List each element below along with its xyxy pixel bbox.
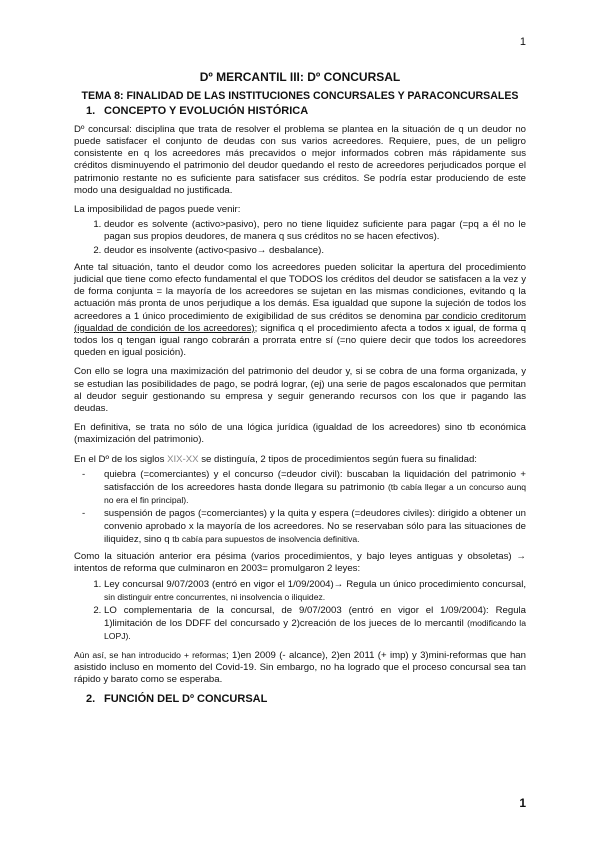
paragraph-reforma: Como la situación anterior era pésima (varios procedimientos, y bajo leyes antiguas y obsoletas) → intentos de reforma que culminaron en 2003= promulgaron 2 leyes: [74, 551, 526, 575]
underlined-term: par condicio creditorum (igualdad de condición de los acreedores) [74, 310, 527, 334]
text-run-small: Aún así, se han introducido + reformas [74, 649, 226, 660]
document-title: Dº MERCANTIL III: Dº CONCURSAL [199, 70, 401, 84]
document-body [74, 70, 526, 712]
list-item [104, 605, 526, 644]
centuries-highlight: XIX-XX [167, 453, 199, 465]
text-run-small: (modificando la LOPJ). [104, 618, 526, 642]
section-title: CONCEPTO Y EVOLUCIÓN HISTÓRICA [104, 104, 309, 117]
list-item [104, 469, 526, 508]
text-run: En el Dº de los siglos [74, 453, 168, 465]
text-run: ; significa q el procedimiento afecta a todos x igual, de forma q todos los q tengan igual rango cobrarán a prorrata entre sí (=no quiere decir que todos los acreedores queden en igual posición). [74, 322, 526, 359]
paragraph-ante [74, 262, 526, 360]
list-item [104, 579, 526, 604]
paragraph-maximizacion: Con ello se logra una maximización del patrimonio del deudor y, si se cobra de una forma organizada, y se estudian las posibilidades de pago, se podrá lograr, (ej) una serie de pagos escalonados que permitan al deudor seguir gestionando su empresa y seguir generando recursos con los que ir pagando las deudas. [74, 366, 526, 415]
section-number: 2. [86, 693, 96, 706]
paragraph-historia [74, 454, 526, 466]
text-run: quiebra (=comerciantes) y el concurso (=deudor civil): buscaban la liquidación del patrimonio + satisfacción de los acreedores hasta donde llegara su patrimonio [104, 468, 526, 494]
section-heading-2 [86, 693, 526, 705]
text-run: ; 1)en 2009 (- alcance), 2)en 2011 (+ imp) y 3)mini-reformas que han asistido incluso en momento del Covid-19. Sin embargo, no ha logrado que el proceso concursal sea tan rápido y barato como se esperaba. [74, 649, 526, 685]
section-title: FUNCIÓN DEL Dº CONCURSAL [104, 693, 268, 706]
paragraph-aun-asi [74, 649, 526, 687]
text-run: LO complementaria de la concursal, de 9/07/2003 (entró en vigor el 1/09/2004): Regula 1)limitación de los DDFF del concursado y 2)creación de los jueces de lo mercantil [104, 604, 526, 630]
text-run: suspensión de pagos (=comerciantes) y la quita y espera (=deudores civiles): dirigido a obtener un convenio aprobado x la mayoría de los acreedores. No se reservaban sólo para las situaciones de iliquidez, sino q [104, 508, 526, 545]
text-run: Ante tal situación, tanto el deudor como los acreedores pueden solicitar la apertura del procedimiento judicial que tiene como efecto fundamental el que TODOS los créditos del deudor se satisfacen a la vez y de forma conjunta = la mayoría de los acreedores se sujetan en las mismas condiciones, evitando q la actuación más pronta de unos perjudique a los demás. Esa igualdad que supone la sujeción de todos los acreedores a 1 único procedimiento de exigibilidad de sus créditos se denomina [74, 261, 526, 322]
section-number: 1. [86, 104, 96, 117]
list-leyes [74, 579, 526, 644]
page-number-top: 1 [519, 36, 526, 48]
list-procedimientos [74, 469, 526, 546]
list-item [104, 508, 526, 546]
text-run: Ley concursal 9/07/2003 (entró en vigor el 1/09/2004)→ Regula un único procedimiento concursal, [104, 578, 526, 590]
document-subtitle: TEMA 8: FINALIDAD DE LAS INSTITUCIONES CONCURSALES Y PARACONCURSALES [81, 90, 519, 102]
list-item: 1. deudor es solvente (activo>pasivo), pero no tiene liquidez suficiente para pagar (=pq a él no le pagan sus propios deudores, de manera q sus créditos no se hacen efectivos). [104, 219, 526, 243]
page-number-bottom: 1 [519, 796, 526, 810]
list-item: 2. deudor es insolvente (activo<pasivo→ desbalance). [104, 245, 526, 257]
list-imposibilidad [74, 219, 526, 257]
text-run: se distinguía, 2 tipos de procedimientos según fuera su finalidad: [198, 453, 477, 465]
section-heading-1 [86, 105, 526, 117]
paragraph-definition: Dº concursal: disciplina que trata de resolver el problema se plantea en la situación de q un deudor no puede satisfacer el conjunto de deudas con sus varios acreedores. Requiere, pues, de un peligro consistente en q los acreedores más precavidos o mejor informados cobren más rápidamente sus créditos disminuyendo el patrimonio del deudor quedando el resto de acreedores perjudicados porque el patrimonio restante no es suficiente para satisfacer sus créditos. Se podría estar produciendo de este modo una desigualdad no justificada. [74, 123, 526, 196]
paragraph-imposibilidad: La imposibilidad de pagos puede venir: [74, 204, 241, 216]
text-run-small: tb cabía para supuestos de insolvencia definitiva. [172, 533, 360, 544]
paragraph-definitiva: En definitiva, se trata no sólo de una lógica jurídica (igualdad de los acreedores) sino tb económica (maximización del patrimonio). [74, 422, 526, 446]
text-run-small: (tb cabía llegar a un concurso aunq no era el fin principal). [104, 482, 526, 506]
text-run-small: sin distinguir entre concurrentes, ni insolvencia o iliquidez. [104, 591, 326, 602]
